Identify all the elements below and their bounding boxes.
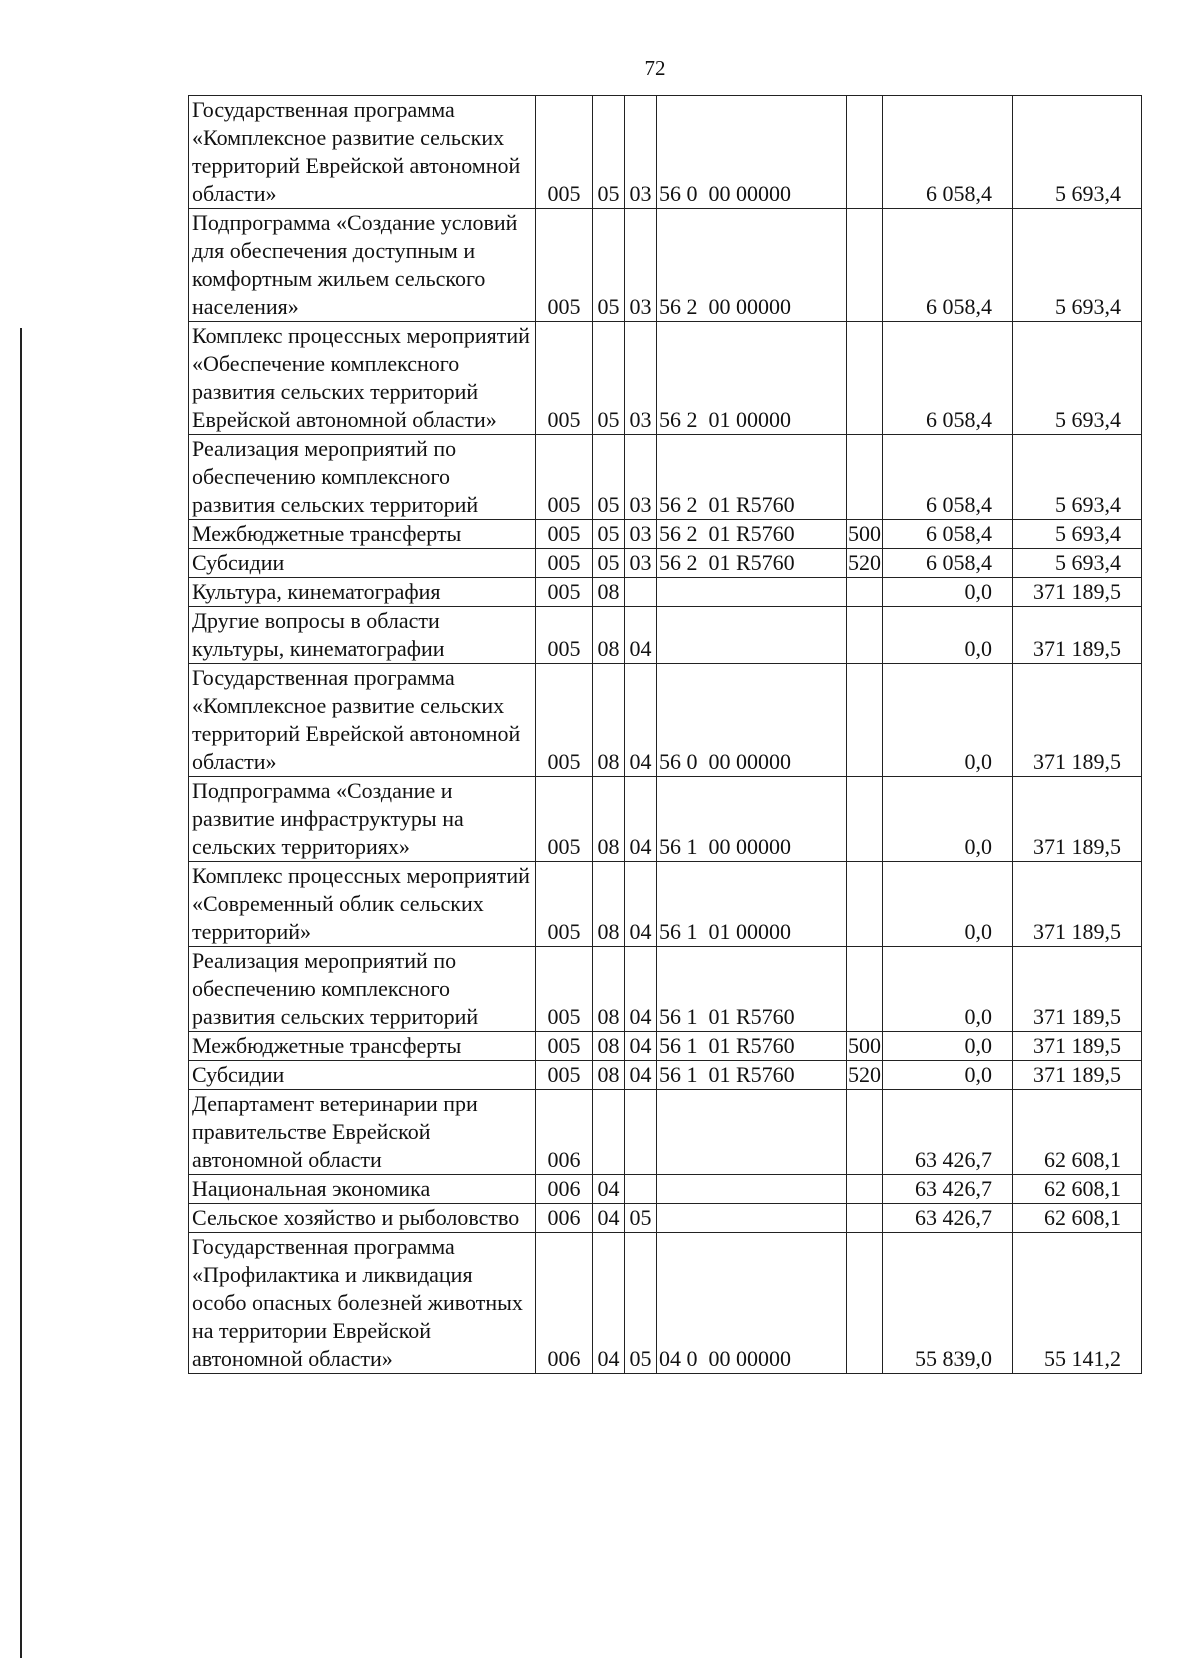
target-article-code: 56 1 00 00000 bbox=[657, 777, 847, 862]
expense-type-code bbox=[847, 1204, 883, 1233]
amount-year-1: 0,0 bbox=[883, 777, 1013, 862]
amount-year-1: 0,0 bbox=[883, 607, 1013, 664]
expense-type-code bbox=[847, 777, 883, 862]
amount-year-2: 62 608,1 bbox=[1013, 1090, 1142, 1175]
table-row bbox=[189, 664, 1142, 777]
expense-type-code bbox=[847, 1175, 883, 1204]
target-article-code: 56 0 00 00000 bbox=[657, 664, 847, 777]
table-row bbox=[189, 1090, 1142, 1175]
amount-year-2: 55 141,2 bbox=[1013, 1233, 1142, 1374]
target-article-code: 04 0 00 00000 bbox=[657, 1233, 847, 1374]
row-name: Департамент ветеринарии при правительстве Еврейской автономной области bbox=[189, 1090, 536, 1175]
target-article-code: 56 2 00 00000 bbox=[657, 209, 847, 322]
row-name: Сельское хозяйство и рыболовство bbox=[189, 1204, 536, 1233]
amount-year-1: 63 426,7 bbox=[883, 1175, 1013, 1204]
amount-year-1: 0,0 bbox=[883, 1032, 1013, 1061]
ministry-code: 006 bbox=[536, 1090, 593, 1175]
subsection-code: 05 bbox=[625, 1233, 657, 1374]
subsection-code: 04 bbox=[625, 947, 657, 1032]
subsection-code: 04 bbox=[625, 607, 657, 664]
section-code: 05 bbox=[593, 322, 625, 435]
ministry-code: 006 bbox=[536, 1204, 593, 1233]
target-article-code: 56 2 01 00000 bbox=[657, 322, 847, 435]
amount-year-2: 5 693,4 bbox=[1013, 549, 1142, 578]
subsection-code bbox=[625, 1090, 657, 1175]
ministry-code: 005 bbox=[536, 322, 593, 435]
amount-year-1: 0,0 bbox=[883, 664, 1013, 777]
amount-year-1: 63 426,7 bbox=[883, 1204, 1013, 1233]
expense-type-code bbox=[847, 664, 883, 777]
table-row bbox=[189, 578, 1142, 607]
table-row bbox=[189, 322, 1142, 435]
section-code: 04 bbox=[593, 1204, 625, 1233]
subsection-code: 03 bbox=[625, 435, 657, 520]
expense-type-code bbox=[847, 209, 883, 322]
ministry-code: 005 bbox=[536, 607, 593, 664]
expense-type-code bbox=[847, 1090, 883, 1175]
amount-year-2: 371 189,5 bbox=[1013, 777, 1142, 862]
table-row bbox=[189, 1032, 1142, 1061]
section-code: 05 bbox=[593, 435, 625, 520]
ministry-code: 006 bbox=[536, 1175, 593, 1204]
section-code: 04 bbox=[593, 1175, 625, 1204]
expense-type-code bbox=[847, 435, 883, 520]
section-code: 08 bbox=[593, 1061, 625, 1090]
ministry-code: 005 bbox=[536, 862, 593, 947]
row-name: Национальная экономика bbox=[189, 1175, 536, 1204]
target-article-code: 56 1 01 R5760 bbox=[657, 947, 847, 1032]
table-row bbox=[189, 520, 1142, 549]
amount-year-2: 371 189,5 bbox=[1013, 607, 1142, 664]
section-code: 08 bbox=[593, 777, 625, 862]
subsection-code: 03 bbox=[625, 520, 657, 549]
amount-year-1: 6 058,4 bbox=[883, 209, 1013, 322]
amount-year-1: 0,0 bbox=[883, 1061, 1013, 1090]
expense-type-code bbox=[847, 96, 883, 209]
expense-type-code: 500 bbox=[847, 1032, 883, 1061]
target-article-code: 56 2 01 R5760 bbox=[657, 520, 847, 549]
table-row bbox=[189, 435, 1142, 520]
amount-year-1: 0,0 bbox=[883, 578, 1013, 607]
row-name: Государственная программа «Комплексное развитие сельских территорий Еврейской автономной области» bbox=[189, 664, 536, 777]
ministry-code: 005 bbox=[536, 549, 593, 578]
expense-type-code: 520 bbox=[847, 549, 883, 578]
amount-year-2: 5 693,4 bbox=[1013, 435, 1142, 520]
row-name: Подпрограмма «Создание и развитие инфраструктуры на сельских территориях» bbox=[189, 777, 536, 862]
ministry-code: 005 bbox=[536, 947, 593, 1032]
ministry-code: 005 bbox=[536, 664, 593, 777]
table-row bbox=[189, 607, 1142, 664]
expense-type-code bbox=[847, 322, 883, 435]
amount-year-1: 55 839,0 bbox=[883, 1233, 1013, 1374]
section-code: 08 bbox=[593, 1032, 625, 1061]
subsection-code: 04 bbox=[625, 862, 657, 947]
expense-type-code: 500 bbox=[847, 520, 883, 549]
budget-table bbox=[188, 95, 1142, 1374]
table-row bbox=[189, 1175, 1142, 1204]
ministry-code: 005 bbox=[536, 578, 593, 607]
subsection-code: 03 bbox=[625, 549, 657, 578]
table-row bbox=[189, 209, 1142, 322]
section-code: 05 bbox=[593, 96, 625, 209]
amount-year-1: 63 426,7 bbox=[883, 1090, 1013, 1175]
section-code: 08 bbox=[593, 947, 625, 1032]
subsection-code: 04 bbox=[625, 777, 657, 862]
section-code: 04 bbox=[593, 1233, 625, 1374]
amount-year-2: 5 693,4 bbox=[1013, 520, 1142, 549]
budget-table-body bbox=[189, 96, 1142, 1374]
row-name: Культура, кинематография bbox=[189, 578, 536, 607]
table-row bbox=[189, 777, 1142, 862]
amount-year-1: 6 058,4 bbox=[883, 322, 1013, 435]
amount-year-1: 0,0 bbox=[883, 947, 1013, 1032]
expense-type-code bbox=[847, 1233, 883, 1374]
table-row bbox=[189, 1233, 1142, 1374]
amount-year-1: 6 058,4 bbox=[883, 435, 1013, 520]
section-code: 08 bbox=[593, 862, 625, 947]
row-name: Комплекс процессных мероприятий «Современный облик сельских территорий» bbox=[189, 862, 536, 947]
row-name: Межбюджетные трансферты bbox=[189, 520, 536, 549]
row-name: Другие вопросы в области культуры, кинематографии bbox=[189, 607, 536, 664]
ministry-code: 006 bbox=[536, 1233, 593, 1374]
section-code bbox=[593, 1090, 625, 1175]
target-article-code bbox=[657, 1175, 847, 1204]
amount-year-2: 62 608,1 bbox=[1013, 1204, 1142, 1233]
ministry-code: 005 bbox=[536, 1061, 593, 1090]
target-article-code: 56 1 01 R5760 bbox=[657, 1061, 847, 1090]
subsection-code: 03 bbox=[625, 322, 657, 435]
table-row bbox=[189, 947, 1142, 1032]
section-code: 08 bbox=[593, 607, 625, 664]
subsection-code: 04 bbox=[625, 664, 657, 777]
ministry-code: 005 bbox=[536, 209, 593, 322]
target-article-code: 56 1 01 R5760 bbox=[657, 1032, 847, 1061]
section-code: 05 bbox=[593, 209, 625, 322]
row-name: Межбюджетные трансферты bbox=[189, 1032, 536, 1061]
row-name: Реализация мероприятий по обеспечению комплексного развития сельских территорий bbox=[189, 435, 536, 520]
row-name: Субсидии bbox=[189, 549, 536, 578]
row-name: Реализация мероприятий по обеспечению комплексного развития сельских территорий bbox=[189, 947, 536, 1032]
row-name: Государственная программа «Профилактика и ликвидация особо опасных болезней животных на территории Еврейской автономной области» bbox=[189, 1233, 536, 1374]
subsection-code: 05 bbox=[625, 1204, 657, 1233]
amount-year-1: 6 058,4 bbox=[883, 96, 1013, 209]
target-article-code: 56 0 00 00000 bbox=[657, 96, 847, 209]
section-code: 08 bbox=[593, 578, 625, 607]
amount-year-2: 371 189,5 bbox=[1013, 578, 1142, 607]
ministry-code: 005 bbox=[536, 1032, 593, 1061]
subsection-code bbox=[625, 578, 657, 607]
row-name: Государственная программа «Комплексное развитие сельских территорий Еврейской автономной области» bbox=[189, 96, 536, 209]
section-code: 05 bbox=[593, 549, 625, 578]
subsection-code: 04 bbox=[625, 1061, 657, 1090]
row-name: Субсидии bbox=[189, 1061, 536, 1090]
amount-year-2: 371 189,5 bbox=[1013, 1061, 1142, 1090]
ministry-code: 005 bbox=[536, 520, 593, 549]
ministry-code: 005 bbox=[536, 777, 593, 862]
amount-year-1: 0,0 bbox=[883, 862, 1013, 947]
target-article-code bbox=[657, 607, 847, 664]
margin-line bbox=[20, 328, 22, 1658]
table-row bbox=[189, 549, 1142, 578]
section-code: 05 bbox=[593, 520, 625, 549]
row-name: Подпрограмма «Создание условий для обеспечения доступным и комфортным жильем сельского населения» bbox=[189, 209, 536, 322]
amount-year-1: 6 058,4 bbox=[883, 520, 1013, 549]
expense-type-code bbox=[847, 947, 883, 1032]
amount-year-1: 6 058,4 bbox=[883, 549, 1013, 578]
amount-year-2: 62 608,1 bbox=[1013, 1175, 1142, 1204]
amount-year-2: 5 693,4 bbox=[1013, 322, 1142, 435]
amount-year-2: 371 189,5 bbox=[1013, 947, 1142, 1032]
amount-year-2: 5 693,4 bbox=[1013, 209, 1142, 322]
amount-year-2: 371 189,5 bbox=[1013, 1032, 1142, 1061]
expense-type-code bbox=[847, 862, 883, 947]
expense-type-code bbox=[847, 578, 883, 607]
subsection-code: 03 bbox=[625, 209, 657, 322]
amount-year-2: 371 189,5 bbox=[1013, 862, 1142, 947]
ministry-code: 005 bbox=[536, 96, 593, 209]
ministry-code: 005 bbox=[536, 435, 593, 520]
expense-type-code bbox=[847, 607, 883, 664]
table-row bbox=[189, 96, 1142, 209]
subsection-code: 04 bbox=[625, 1032, 657, 1061]
subsection-code bbox=[625, 1175, 657, 1204]
target-article-code bbox=[657, 578, 847, 607]
subsection-code: 03 bbox=[625, 96, 657, 209]
row-name: Комплекс процессных мероприятий «Обеспечение комплексного развития сельских территорий Еврейской автономной области» bbox=[189, 322, 536, 435]
page-number: 72 bbox=[644, 56, 666, 80]
amount-year-2: 371 189,5 bbox=[1013, 664, 1142, 777]
expense-type-code: 520 bbox=[847, 1061, 883, 1090]
target-article-code bbox=[657, 1090, 847, 1175]
table-row bbox=[189, 862, 1142, 947]
table-row bbox=[189, 1204, 1142, 1233]
amount-year-2: 5 693,4 bbox=[1013, 96, 1142, 209]
target-article-code: 56 1 01 00000 bbox=[657, 862, 847, 947]
target-article-code: 56 2 01 R5760 bbox=[657, 435, 847, 520]
table-row bbox=[189, 1061, 1142, 1090]
section-code: 08 bbox=[593, 664, 625, 777]
target-article-code bbox=[657, 1204, 847, 1233]
target-article-code: 56 2 01 R5760 bbox=[657, 549, 847, 578]
